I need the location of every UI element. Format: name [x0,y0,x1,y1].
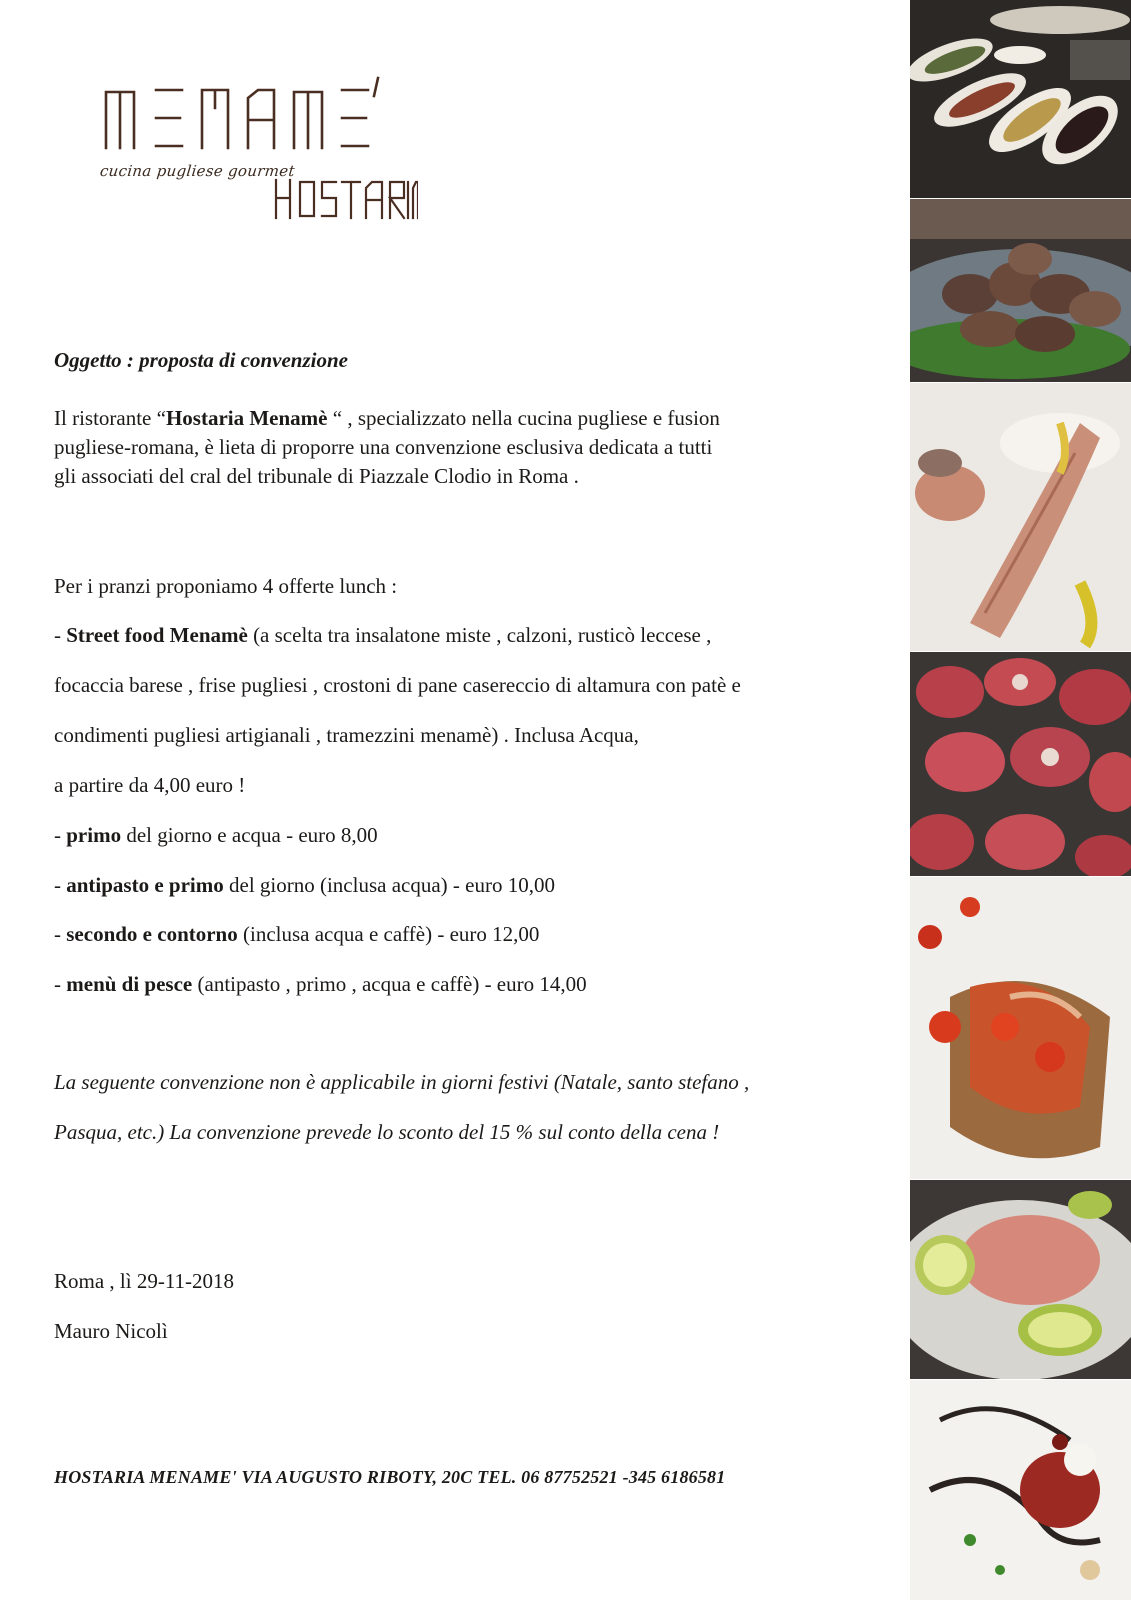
intro-line: gli associati del cral del tribunale di Piazzale Clodio in Roma . [54,464,579,488]
note-line: Pasqua, etc.) La convenzione prevede lo sconto del 15 % sul conto della cena ! [54,1120,720,1144]
offer-line: - primo del giorno e acqua - euro 8,00 [54,823,378,847]
offer-line: condimenti pugliesi artigianali , tramezzini menamè) . Inclusa Acqua, [54,723,639,747]
offer-line: a partire da 4,00 euro ! [54,773,246,797]
offer-line: focaccia barese , frise pugliesi , crostoni di pane casereccio di altamura con patè e [54,673,741,697]
restaurant-logo [98,68,418,228]
signature: Mauro Nicolì [54,1319,168,1343]
food-photo-tartare [910,1180,1131,1379]
intro-paragraph [54,404,844,491]
food-photo-buffet [910,0,1131,198]
lunch-intro: Per i pranzi proponiamo 4 offerte lunch : [54,574,398,598]
offer-line: - Street food Menamè (a scelta tra insalatone miste , calzoni, rusticò leccese , [54,623,712,647]
letter-subject: Oggetto : proposta di convenzione [54,348,348,372]
intro-line: pugliese-romana, è lieta di proporre una convenzione esclusiva dedicata a tutti [54,435,713,459]
intro-line: Il ristorante “Hostaria Menamè “ , specializzato nella cucina pugliese e fusion [54,406,720,430]
offer-line: - menù di pesce (antipasto , primo , acqua e caffè) - euro 14,00 [54,972,587,996]
food-photo-bruschetta [910,877,1131,1179]
place-date: Roma , lì 29-11-2018 [54,1269,235,1293]
food-photo-meat-rolls [910,652,1131,876]
footer-address: HOSTARIA MENAME' VIA AUGUSTO RIBOTY, 20C TEL. 06 87752521 -345 6186581 [54,1467,726,1487]
food-photo-dessert [910,1380,1131,1600]
note-line: La seguente convenzione non è applicabile in giorni festivi (Natale, santo stefano , [54,1070,750,1094]
logo-lettering [98,68,418,228]
offer-line: - antipasto e primo del giorno (inclusa acqua) - euro 10,00 [54,873,555,897]
food-photo-grilled-meat [910,199,1131,382]
food-photo-langoustine [910,383,1131,651]
offer-line: - secondo e contorno (inclusa acqua e caffè) - euro 12,00 [54,922,540,946]
logo-tagline: cucina pugliese gourmet [99,162,296,180]
photo-column [910,0,1131,1600]
